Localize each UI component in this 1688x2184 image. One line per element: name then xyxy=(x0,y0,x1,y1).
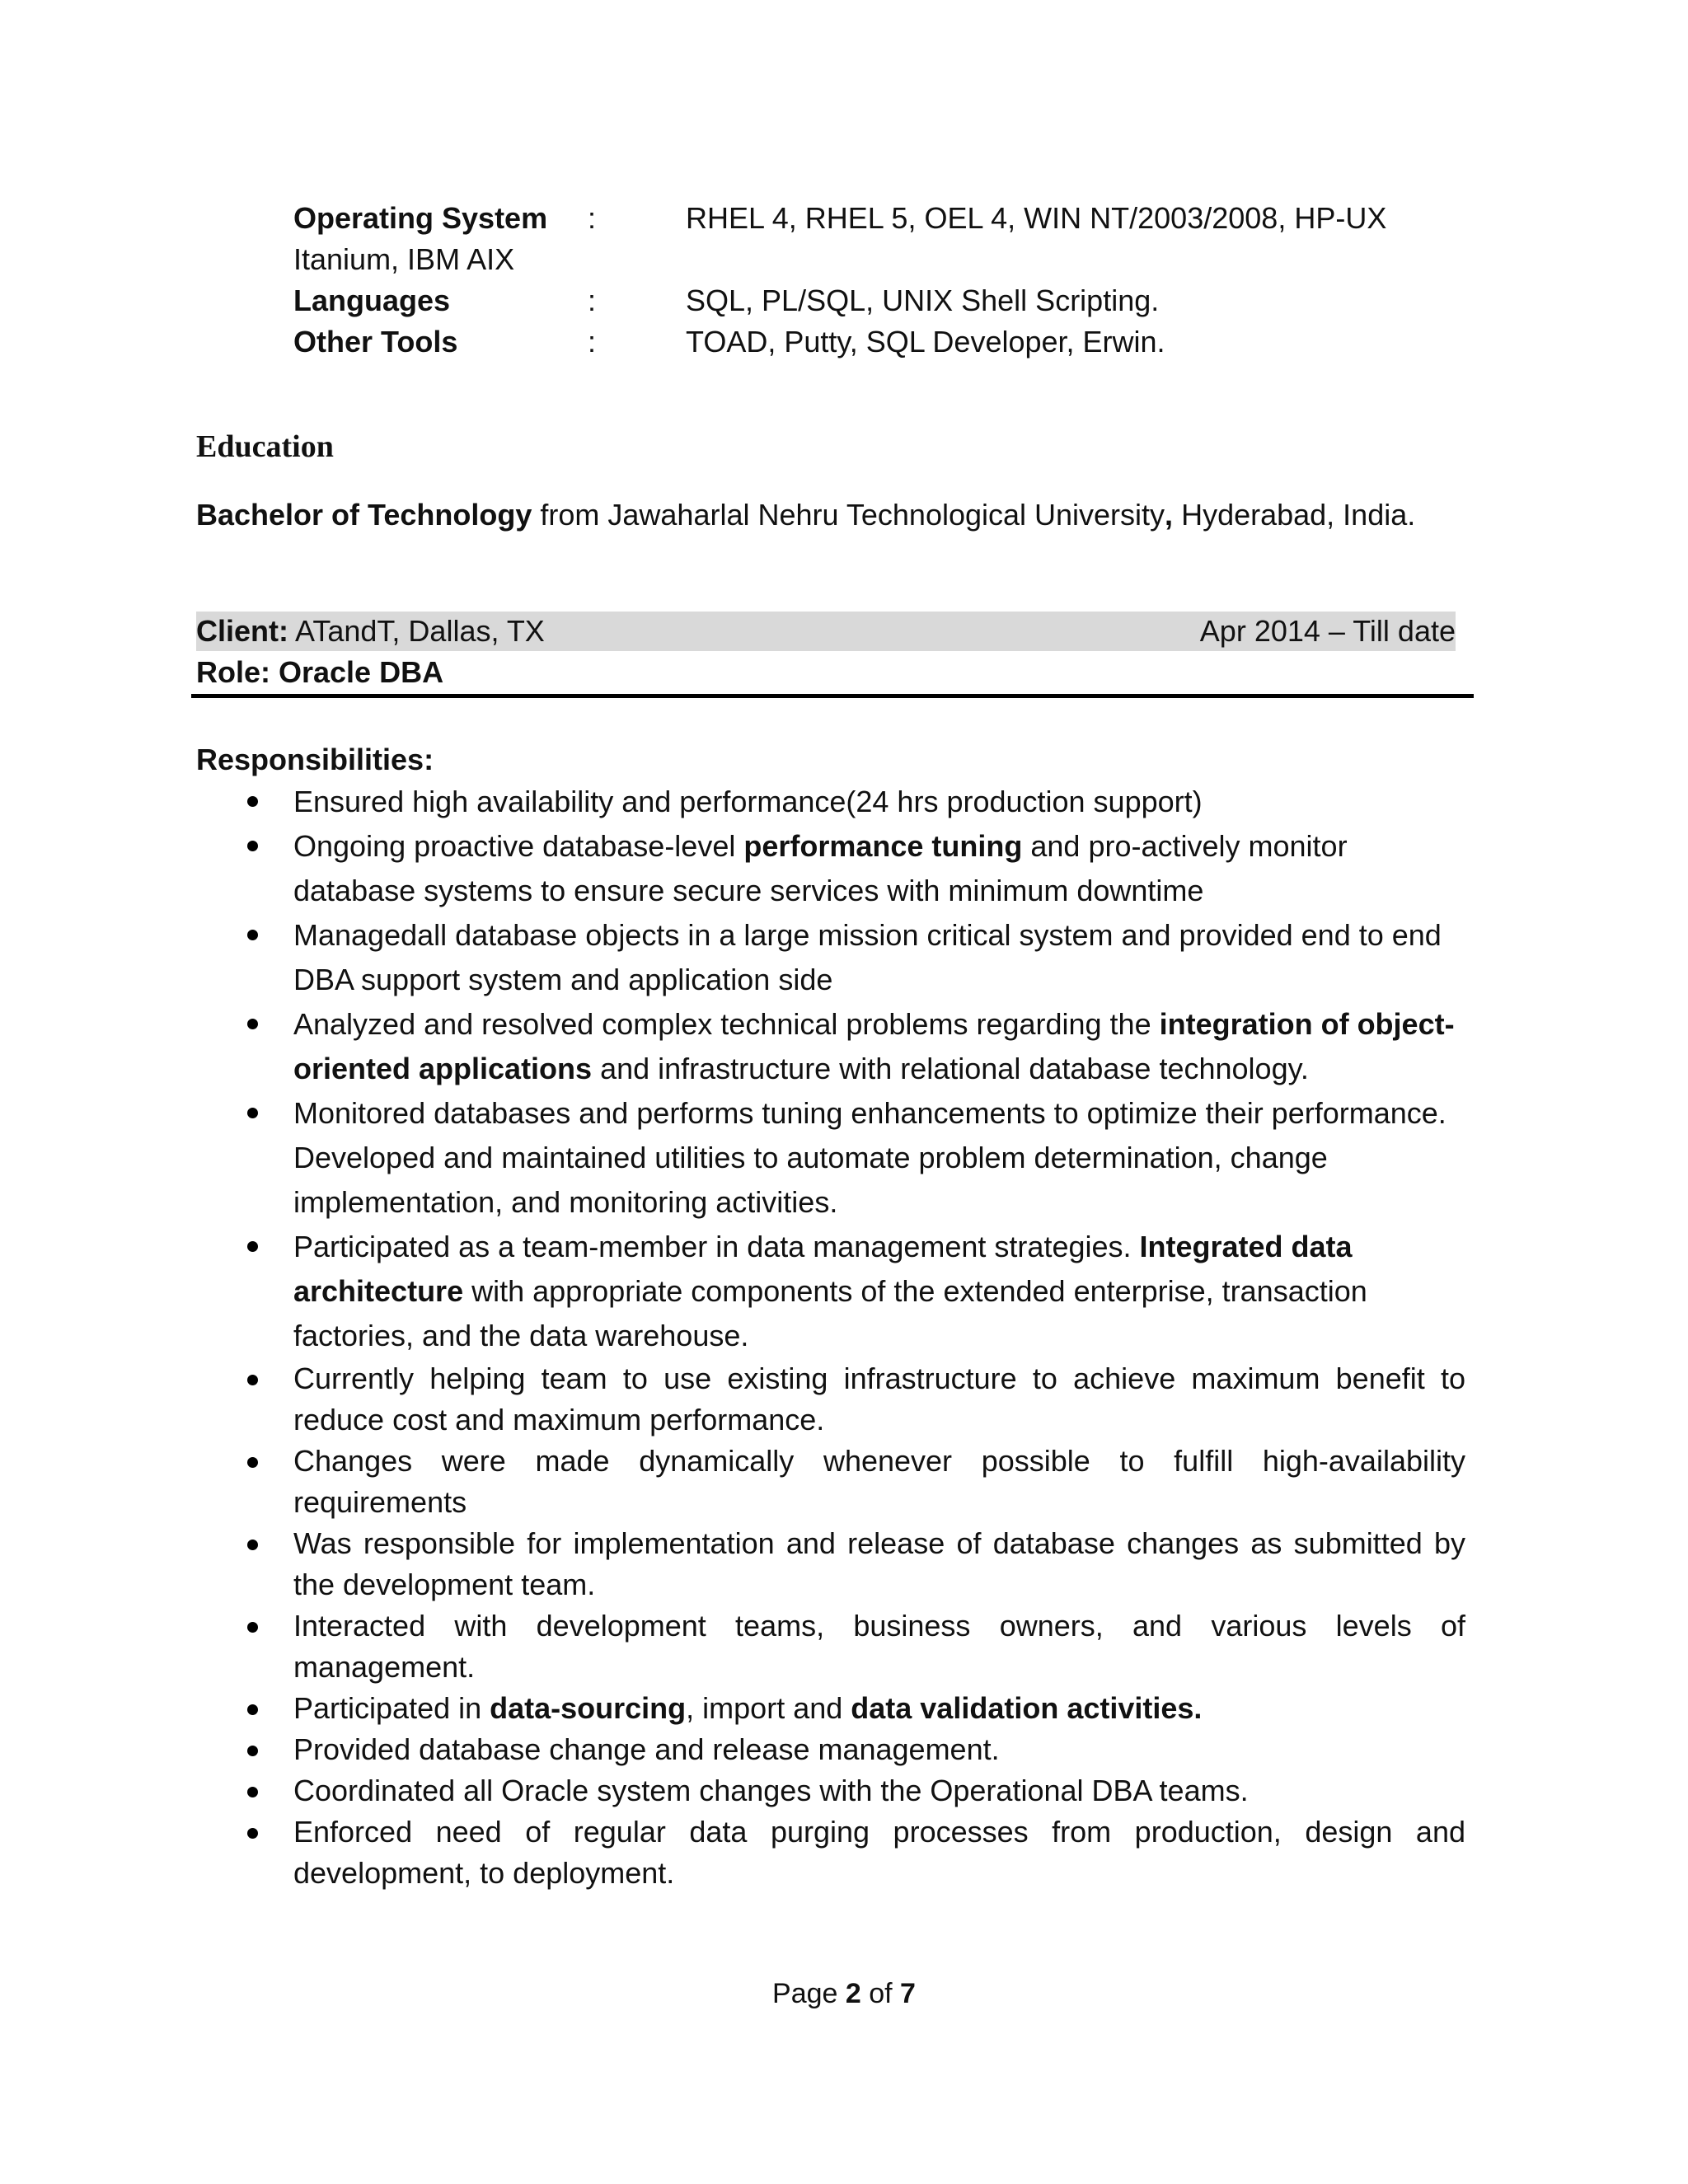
bullet-dot-icon xyxy=(247,1358,259,1370)
list-item xyxy=(196,1811,1465,1894)
text: Coordinated all Oracle system changes with the Operational DBA teams. xyxy=(293,1774,1249,1807)
list-item xyxy=(196,1688,1465,1729)
bullet-dot-icon xyxy=(247,1441,259,1452)
list-item xyxy=(196,1770,1465,1811)
skill-row-languages xyxy=(293,280,1464,321)
text: Was responsible for implementation and release of database changes as submitted by the development team. xyxy=(293,1526,1465,1601)
job-dates: Apr 2014 – Till date xyxy=(1199,614,1456,648)
list-item xyxy=(196,1729,1465,1770)
list-item xyxy=(196,1002,1465,1091)
bold-text: data validation activities. xyxy=(851,1691,1203,1725)
university: from Jawaharlal Nehru Technological University xyxy=(532,498,1165,532)
location: Hyderabad, India. xyxy=(1173,498,1416,532)
bullet-dot-icon xyxy=(247,1225,259,1236)
skill-colon: : xyxy=(588,201,597,235)
client-info xyxy=(196,612,545,651)
page-number: 2 xyxy=(845,1978,861,2009)
bullet-dot-icon xyxy=(247,1770,259,1782)
page-word: Page xyxy=(772,1978,846,2009)
client-bar xyxy=(196,612,1456,651)
client-label: Client: xyxy=(196,614,288,648)
list-item xyxy=(196,1441,1465,1523)
skill-label: Other Tools xyxy=(293,325,458,359)
responsibilities-list xyxy=(196,780,1465,1894)
bold-text: integration of object-oriented applications xyxy=(293,1007,1455,1085)
text: , import and xyxy=(686,1691,851,1725)
text: Changes were made dynamically whenever possible to fulfill high-availability requirements xyxy=(293,1444,1465,1519)
bullet-dot-icon xyxy=(247,780,259,791)
skill-value: RHEL 4, RHEL 5, OEL 4, WIN NT/2003/2008, HP-UX xyxy=(686,201,1387,235)
skill-label: Operating System xyxy=(293,201,548,235)
skill-value: SQL, PL/SQL, UNIX Shell Scripting. xyxy=(686,284,1160,317)
skill-label: Languages xyxy=(293,284,451,317)
text: with appropriate components of the extended enterprise, transaction factories, and the data warehouse. xyxy=(293,1274,1367,1352)
text: Participated in xyxy=(293,1691,490,1725)
skill-row-os xyxy=(293,198,1464,280)
education-line xyxy=(196,498,1415,532)
text: and infrastructure with relational database technology. xyxy=(592,1052,1309,1085)
of-word: of xyxy=(860,1978,901,2009)
bullet-dot-icon xyxy=(247,913,259,925)
bullet-dot-icon xyxy=(247,1811,259,1823)
list-item xyxy=(196,1605,1465,1688)
section-divider xyxy=(191,694,1474,698)
list-item xyxy=(196,1091,1465,1225)
bold-text: data-sourcing xyxy=(490,1691,687,1725)
bullet-dot-icon xyxy=(247,1091,259,1103)
list-item xyxy=(196,913,1465,1002)
page-total: 7 xyxy=(900,1978,916,2009)
list-item xyxy=(196,1225,1465,1358)
text: Provided database change and release management. xyxy=(293,1732,1000,1766)
skills-table xyxy=(293,198,1464,363)
text: Interacted with development teams, business owners, and various levels of management. xyxy=(293,1609,1465,1684)
text: and pro-actively monitor database systems to ensure secure services with minimum downtime xyxy=(293,829,1348,907)
skill-row-tools xyxy=(293,321,1464,363)
text: Managedall database objects in a large mission critical system and provided end to end DBA support system and application side xyxy=(293,918,1442,996)
list-item xyxy=(196,1358,1465,1441)
bullet-dot-icon xyxy=(247,1523,259,1535)
job-role: Role: Oracle DBA xyxy=(196,655,444,689)
list-item xyxy=(196,824,1465,913)
skill-colon: : xyxy=(588,284,597,317)
page-footer xyxy=(0,1978,1688,2010)
skill-value: TOAD, Putty, SQL Developer, Erwin. xyxy=(686,325,1165,359)
list-item xyxy=(196,1523,1465,1605)
education-heading: Education xyxy=(196,429,334,464)
comma: , xyxy=(1165,498,1174,532)
bold-text: performance tuning xyxy=(743,829,1023,863)
bullet-dot-icon xyxy=(247,1605,259,1617)
client-value: ATandT, Dallas, TX xyxy=(288,614,545,648)
list-item xyxy=(196,780,1465,824)
skill-value-continued: Itanium, IBM AIX xyxy=(293,242,515,276)
text: Participated as a team-member in data management strategies. xyxy=(293,1230,1140,1263)
skill-colon: : xyxy=(588,325,597,359)
degree: Bachelor of Technology xyxy=(196,498,532,532)
bullet-dot-icon xyxy=(247,1688,259,1699)
text: Monitored databases and performs tuning enhancements to optimize their performance. Developed and maintained utilities to automate problem determination, change implementation, and monitoring activities. xyxy=(293,1096,1447,1219)
bullet-dot-icon xyxy=(247,1729,259,1741)
text: Ensured high availability and performance(24 hrs production support) xyxy=(293,785,1203,818)
bullet-dot-icon xyxy=(247,1002,259,1014)
text: Analyzed and resolved complex technical problems regarding the xyxy=(293,1007,1160,1041)
text: Enforced need of regular data purging processes from production, design and development, to deployment. xyxy=(293,1815,1465,1890)
bullet-dot-icon xyxy=(247,824,259,836)
text: Ongoing proactive database-level xyxy=(293,829,744,863)
responsibilities-heading: Responsibilities: xyxy=(196,743,434,776)
bold-text: Integrated data architecture xyxy=(293,1230,1353,1308)
text: Currently helping team to use existing infrastructure to achieve maximum benefit to reduce cost and maximum performance. xyxy=(293,1361,1465,1436)
